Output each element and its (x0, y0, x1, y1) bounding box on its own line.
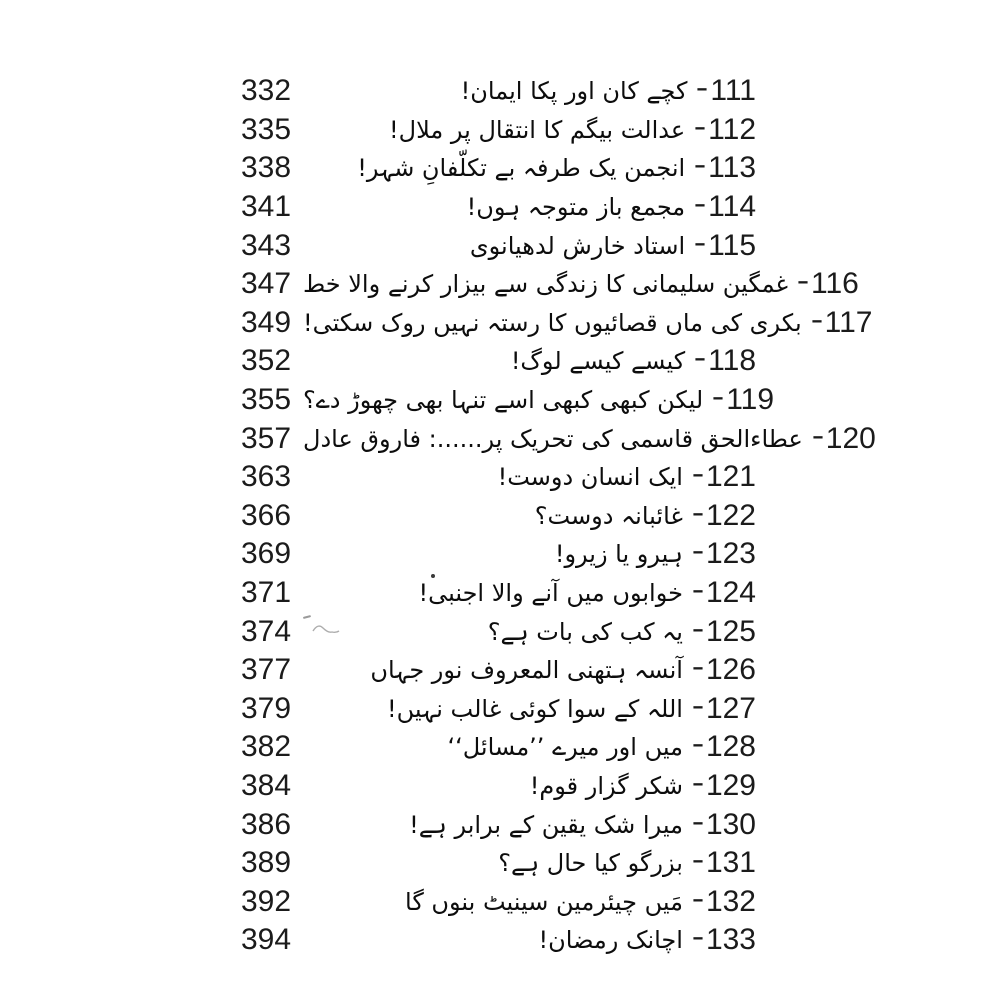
entry-number: 115 (708, 228, 756, 262)
toc-entry (461, 72, 756, 110)
entry-title: مجمع باز متوجہ ہوں! (466, 193, 686, 222)
entry-title: کچے کان اور پکا ایمان! (460, 77, 688, 106)
entry-number: 112 (708, 112, 756, 146)
toc-entry (303, 420, 876, 458)
toc-row (0, 574, 1000, 613)
entry-number: 114 (708, 190, 756, 224)
dash-separator: - (811, 418, 825, 452)
entry-number: 131 (705, 846, 756, 880)
page-number: 355 (241, 383, 292, 417)
entry-title: عدالت بیگم کا انتقال پر ملال! (389, 115, 686, 144)
toc-entry (389, 111, 756, 149)
dash-separator: - (691, 650, 705, 684)
toc-row (0, 612, 1000, 651)
entry-title: غمگین سلیمانی کا زندگی سے بیزار کرنے والا خط (303, 270, 788, 299)
toc-row (0, 381, 1000, 420)
entry-title: شکر گزار قوم! (529, 771, 683, 800)
toc-entry (498, 458, 756, 496)
dash-separator: - (691, 534, 705, 568)
entry-title: عطاءالحق قاسمی کی تحریک پر......: فاروق عادل (303, 424, 803, 453)
toc-row (0, 149, 1000, 188)
entry-number: 130 (705, 807, 756, 841)
toc-entry (405, 883, 756, 921)
dash-separator: - (693, 148, 707, 182)
dash-separator: - (693, 187, 707, 221)
toc-row (0, 767, 1000, 806)
entry-title: مَیں چیئرمین سینیٹ بنوں گا (405, 887, 683, 916)
toc-row (0, 458, 1000, 497)
page-number: 335 (241, 112, 292, 146)
entry-number: 133 (705, 923, 756, 957)
toc-row (0, 844, 1000, 883)
toc-row (0, 304, 1000, 343)
entry-title: یہ کب کی بات ہے؟ (487, 617, 683, 646)
page-number: 341 (241, 190, 292, 224)
toc-row (0, 497, 1000, 536)
toc-entry (357, 149, 756, 187)
dash-separator: - (691, 495, 705, 529)
toc-entry (488, 613, 756, 651)
toc-row (0, 342, 1000, 381)
toc-entry (530, 767, 756, 805)
toc-row (0, 690, 1000, 729)
entry-title: غائبانہ دوست؟ (534, 501, 683, 530)
entry-number: 122 (705, 498, 756, 532)
toc-row (0, 535, 1000, 574)
entry-number: 111 (710, 74, 756, 108)
dash-separator: - (693, 109, 707, 143)
page-number: 343 (241, 228, 292, 262)
entry-number: 132 (705, 884, 756, 918)
page-number: 384 (241, 768, 292, 802)
toc-row (0, 651, 1000, 690)
toc-row (0, 805, 1000, 844)
toc-entry (303, 265, 859, 303)
toc-row (0, 921, 1000, 960)
dash-separator: - (810, 302, 823, 336)
scan-dot-artifact (431, 574, 435, 578)
page-number: 382 (241, 730, 292, 764)
entry-number: 119 (726, 383, 775, 417)
entry-title: کیسے کیسے لوگ! (510, 347, 686, 376)
entry-number: 120 (825, 421, 876, 455)
toc-list (0, 72, 1000, 960)
page-number: 347 (241, 267, 292, 301)
page-number: 352 (241, 344, 292, 378)
dash-separator: - (691, 804, 705, 838)
dash-separator: - (691, 688, 705, 722)
dash-separator: - (691, 457, 705, 491)
toc-entry (535, 497, 756, 535)
page-number: 374 (241, 614, 292, 648)
entry-title: آنسہ ہتھنی المعروف نور جہاں (370, 656, 683, 685)
entry-number: 121 (705, 460, 756, 494)
page-number: 363 (241, 460, 292, 494)
entry-number: 117 (824, 305, 873, 339)
toc-row (0, 111, 1000, 150)
entry-number: 128 (705, 730, 756, 764)
page-number: 394 (241, 923, 292, 957)
entry-title: خوابوں میں آنے والا اجنبی! (418, 579, 683, 608)
entry-title: لیکن کبھی کبھی اسے تنہا بھی چھوڑ دے؟ (303, 386, 704, 415)
dash-separator: - (693, 341, 707, 375)
dash-separator: - (696, 71, 709, 105)
page-number: 338 (241, 151, 292, 185)
page-number: 369 (241, 537, 292, 571)
entry-number: 113 (708, 151, 756, 185)
toc-entry (409, 806, 756, 844)
toc-entry (511, 342, 756, 380)
entry-number: 124 (705, 576, 756, 610)
entry-title: انجمن یک طرفہ بے تکلّفانِ شہر! (357, 154, 686, 183)
page-number: 332 (241, 74, 292, 108)
dash-separator: - (691, 573, 705, 607)
entry-number: 126 (705, 653, 756, 687)
toc-row (0, 226, 1000, 265)
toc-entry (467, 188, 756, 226)
entry-title: اچانک رمضان! (538, 926, 683, 955)
dash-separator: - (693, 225, 707, 259)
entry-number: 125 (705, 614, 756, 648)
toc-entry (387, 690, 756, 728)
toc-entry (498, 844, 756, 882)
toc-row (0, 882, 1000, 921)
toc-entry (418, 574, 756, 612)
entry-title: اللہ کے سوا کوئی غالب نہیں! (387, 694, 683, 723)
entry-number: 129 (705, 768, 756, 802)
scan-squiggle-artifact (311, 621, 341, 640)
page-number: 366 (241, 498, 292, 532)
toc-row (0, 265, 1000, 304)
entry-title: بزرگو کیا حال ہے؟ (498, 849, 683, 878)
dash-separator: - (796, 264, 810, 298)
toc-entry (370, 651, 756, 689)
entry-title: ہیرو یا زیرو! (554, 540, 683, 569)
page-number: 357 (241, 421, 292, 455)
toc-entry (539, 921, 756, 959)
entry-title: بکری کی ماں قصائیوں کا رستہ نہیں روک سکتی! (303, 308, 802, 337)
dash-separator: - (691, 611, 705, 645)
toc-entry (303, 381, 774, 419)
dash-separator: - (691, 765, 705, 799)
page-number: 392 (241, 884, 292, 918)
entry-title: میرا شک یقین کے برابر ہے! (409, 810, 683, 839)
page-number: 377 (241, 653, 292, 687)
dash-separator: - (691, 727, 705, 761)
toc-row (0, 72, 1000, 111)
toc-row (0, 188, 1000, 227)
entry-title: ایک انسان دوست! (497, 463, 683, 492)
entry-title: میں اور میرے ’’مسائل‘‘ (447, 733, 683, 762)
dash-separator: - (691, 920, 705, 954)
toc-row (0, 728, 1000, 767)
page-number: 371 (241, 576, 292, 610)
page-number: 379 (241, 691, 292, 725)
entry-title: استاد خارش لدھیانوی (469, 231, 686, 260)
toc-entry (303, 304, 872, 342)
page-number: 386 (241, 807, 292, 841)
dash-separator: - (691, 843, 705, 877)
toc-row (0, 419, 1000, 458)
page-number: 349 (241, 305, 292, 339)
dash-separator: - (711, 380, 725, 414)
dash-separator: - (691, 881, 705, 915)
toc-entry (555, 535, 756, 573)
toc-entry (447, 728, 756, 766)
entry-number: 123 (705, 537, 756, 571)
entry-number: 118 (708, 344, 756, 378)
entry-number: 127 (705, 691, 756, 725)
entry-number: 116 (811, 267, 859, 301)
page-number: 389 (241, 846, 292, 880)
toc-entry (470, 227, 756, 265)
